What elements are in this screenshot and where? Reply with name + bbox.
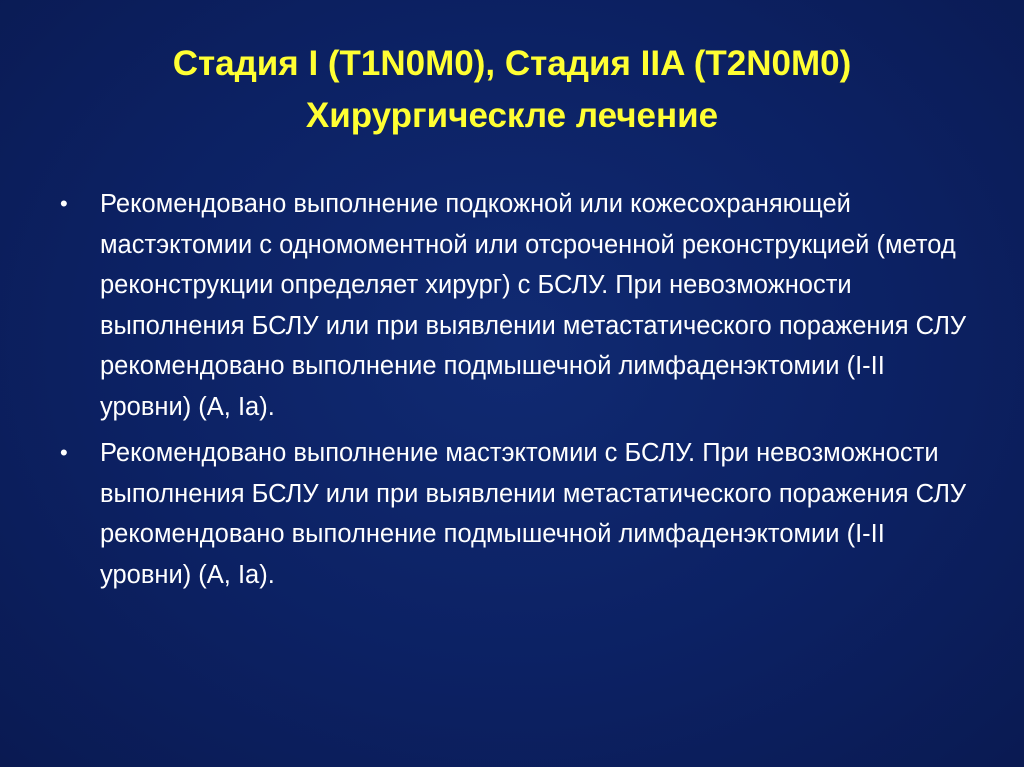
bullet-dot-icon: •: [60, 440, 68, 465]
bullet-item: [58, 433, 978, 595]
bullet-item: [58, 184, 978, 427]
bullet-text: Рекомендовано выполнение подкожной или кожесохраняющей мастэктомии с одномоментной или отсроченной реконструкцией (метод реконструкции определяет хирург) с БСЛУ. При невозможности выполнения БСЛУ или при выявлении метастатического поражения СЛУ рекомендовано выполнение подмышечной лимфаденэктомии (I-II уровни) (A, Ia).: [100, 190, 967, 421]
bullet-list: [58, 184, 978, 601]
bullet-text: Рекомендовано выполнение мастэктомии с БСЛУ. При невозможности выполнения БСЛУ или при выявлении метастатического поражения СЛУ рекомендовано выполнение подмышечной лимфаденэктомии (I-II уровни) (A, Ia).: [100, 439, 967, 589]
title-line-2: Хирургическле лечение: [305, 96, 719, 135]
title-line-1: Стадия I (T1N0M0), Стадия IIA (T2N0M0): [172, 44, 852, 83]
bullet-dot-icon: •: [60, 191, 68, 216]
slide-title: [40, 38, 984, 142]
